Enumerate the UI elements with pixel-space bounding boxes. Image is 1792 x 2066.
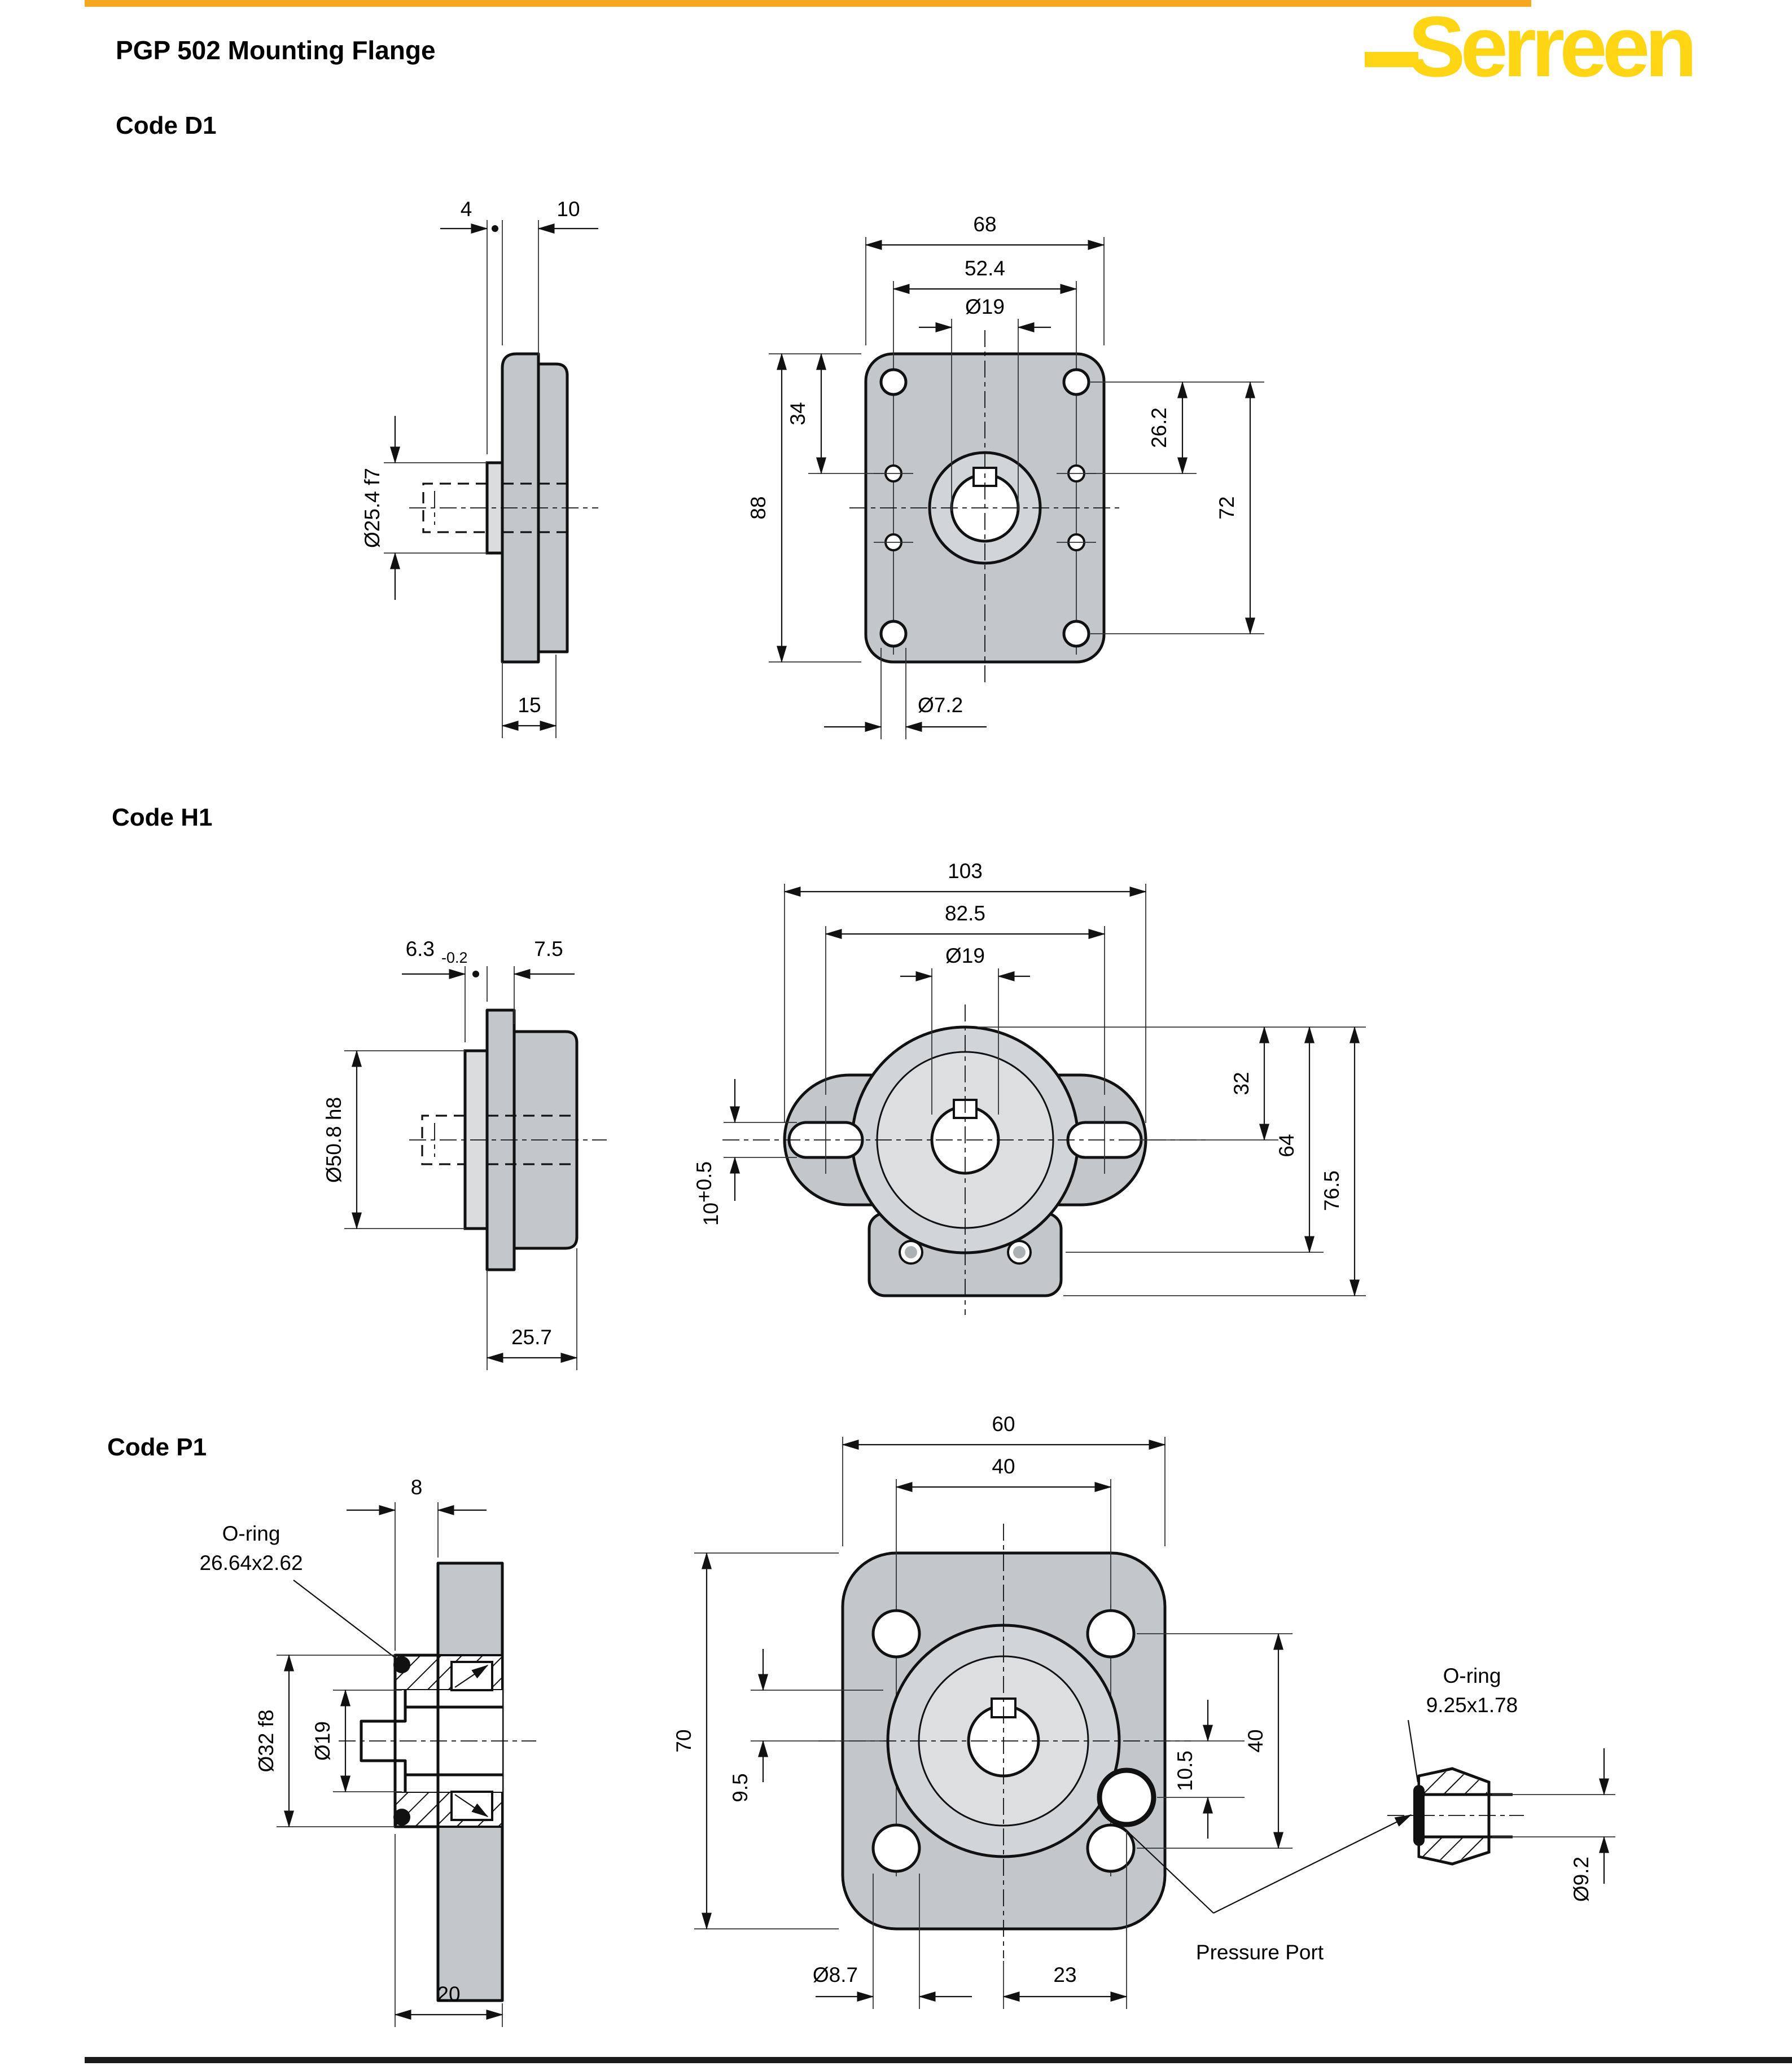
dim-p1-port-bore: Ø9.2 (1570, 1856, 1593, 1902)
dim-p1-bolt-span: 40 (992, 1455, 1015, 1478)
dim-d1-pilot-dia: Ø25.4 f7 (361, 468, 384, 548)
p1-detail-oring-size: 9.25x1.78 (1426, 1694, 1518, 1717)
dim-p1-port-offset: 23 (1053, 1963, 1077, 1986)
logo-text: Serreen (1408, 0, 1693, 95)
dim-d1-plate-depth: 10 (557, 198, 580, 221)
dim-h1-bore: Ø19 (945, 944, 985, 967)
dim-p1-side-bore: Ø19 (311, 1721, 334, 1761)
dim-d1-height: 88 (747, 496, 770, 520)
dim-d1-hole-top: 34 (786, 402, 809, 426)
brand-logo (1355, 0, 1789, 98)
dim-p1-thickness: 20 (437, 1982, 461, 2006)
dim-p1-height: 70 (672, 1729, 695, 1753)
dim-h1-bolt-span: 82.5 (944, 902, 986, 925)
dim-d1-width: 68 (973, 213, 997, 236)
h1-drawing (214, 807, 1456, 1439)
top-accent-bar (85, 0, 1531, 7)
p1-detail-oring-label: O-ring (1443, 1664, 1501, 1687)
dim-d1-corner-hole: Ø7.2 (918, 694, 963, 717)
dim-h1-half-height: 32 (1230, 1072, 1253, 1095)
dim-p1-pilot-dia: Ø32 f8 (255, 1709, 278, 1773)
dim-p1-width: 60 (992, 1413, 1015, 1436)
dim-h1-slot-width (693, 1161, 722, 1226)
p1-port-detail (1387, 1664, 1615, 1902)
dim-p1-port-drop: 10.5 (1173, 1750, 1197, 1792)
dim-d1-thickness: 15 (518, 694, 541, 717)
dim-h1-thickness: 25.7 (511, 1326, 553, 1349)
d1-front-view (849, 330, 1123, 686)
section-label-d1: Code D1 (116, 112, 217, 139)
dim-h1-pilot-tol: -0.2 (441, 949, 468, 966)
dim-h1-pilot-depth: 6.3 (405, 937, 435, 960)
dim-d1-pilot-depth: 4 (460, 198, 472, 221)
section-label-h1: Code H1 (112, 804, 213, 831)
dim-d1-bolt-vspan: 72 (1215, 496, 1238, 520)
d1-side-view (409, 354, 598, 662)
dim-p1-hole-dia: Ø8.7 (812, 1963, 858, 1986)
p1-drawing (85, 1377, 1750, 2037)
dim-p1-pilot-depth: 8 (410, 1476, 423, 1499)
dim-d1-hole-offset: 26.2 (1147, 407, 1171, 449)
p1-oring-label: O-ring (222, 1522, 281, 1545)
dim-d1-bore: Ø19 (965, 295, 1005, 318)
dim-h1-plate-depth: 7.5 (534, 937, 563, 960)
dim-h1-height: 76.5 (1320, 1170, 1343, 1212)
page-title: PGP 502 Mounting Flange (116, 36, 436, 65)
d1-drawing (214, 186, 1343, 818)
dim-h1-hole-drop: 64 (1275, 1134, 1298, 1157)
dim-p1-bolt-vspan: 40 (1244, 1729, 1267, 1753)
p1-oring-size: 26.64x2.62 (199, 1551, 303, 1574)
section-label-p1: Code P1 (107, 1433, 207, 1461)
p1-side-view (339, 1563, 536, 2001)
h1-side-view (409, 1010, 607, 1270)
dim-d1-bolt-span: 52.4 (964, 257, 1006, 280)
dim-h1-slot-tol: +0.5 (693, 1161, 716, 1203)
bottom-bar (85, 2057, 1792, 2063)
dim-h1-width: 103 (948, 859, 983, 883)
dim-h1-slot-width-value: 10 (699, 1202, 722, 1226)
dim-p1-port-rise: 9.5 (729, 1773, 752, 1802)
dim-h1-pilot-dia: Ø50.8 h8 (322, 1096, 345, 1183)
h1-front-view (722, 1005, 1208, 1315)
p1-port-label: Pressure Port (1195, 1941, 1324, 1964)
